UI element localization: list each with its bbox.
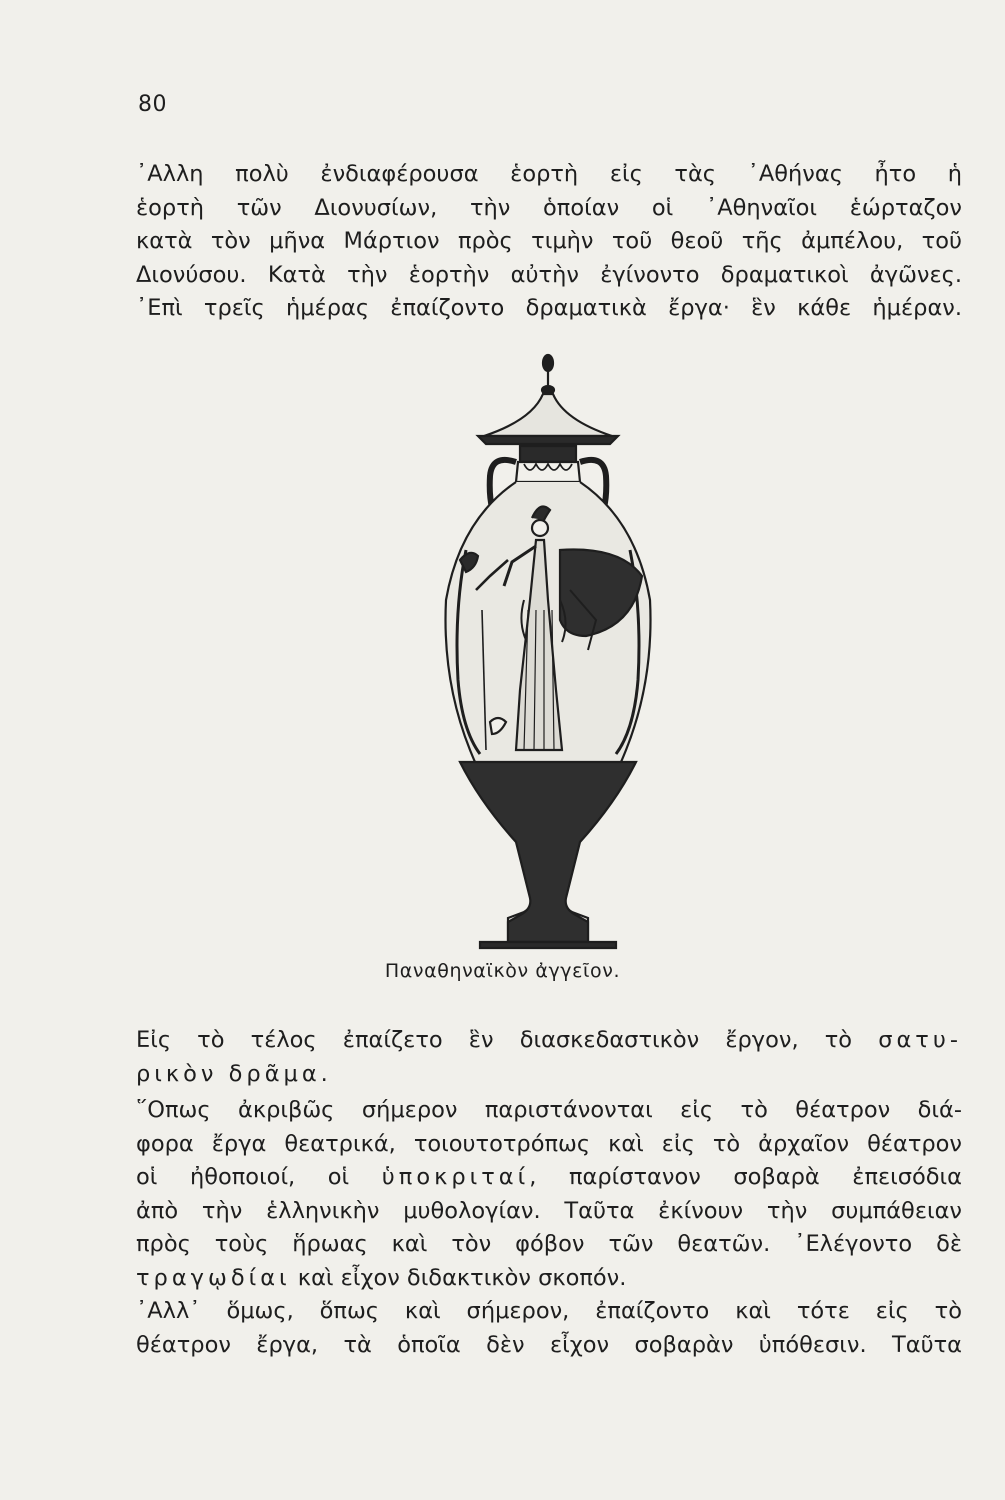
paragraph-line: πρὸς τοὺς ἥρωας καὶ τὸν φόβον τῶν θεατῶν. ᾿Ελέγοντο δὲ [136, 1231, 962, 1257]
paragraph-line [136, 1262, 962, 1296]
page-number: 80 [138, 92, 167, 117]
paragraph-satyr-play [136, 1024, 962, 1091]
paragraph-line: ᾿Επὶ τρεῖς ἡμέρας ἐπαίζοντο δραματικὰ ἔργα· ἓν κάθε ἡμέραν. [136, 295, 962, 321]
paragraph-line: φορα ἔργα θεατρικά, τοιουτοτρόπως καὶ εἰς τὸ ἀρχαῖον θέατρον [136, 1130, 962, 1157]
emphasized-term: ὑποκριταί [381, 1164, 530, 1190]
paragraph-line: θέατρον ἔργα, τὰ ὁποῖα δὲν εἶχον σοβαρὰν ὑπόθεσιν. Ταῦτα [136, 1331, 962, 1358]
paragraph-line [136, 1161, 962, 1195]
paragraph-line: ἑορτὴ τῶν Διονυσίων, τὴν ὁποίαν οἱ ᾿Αθηναῖοι ἑώρταζον [136, 194, 962, 221]
paragraph-line: ῞Οπως ἀκριβῶς σήμερον παριστάνονται εἰς τὸ θέατρον διά- [136, 1097, 962, 1123]
paragraph-line: ᾿Αλλ᾿ ὅμως, ὅπως καὶ σήμερον, ἐπαίζοντο καὶ τότε εἰς τὸ [136, 1298, 962, 1324]
paragraph-line [136, 1024, 962, 1058]
emphasized-term: σατυ- [878, 1027, 962, 1053]
paragraph-tragedy [136, 1094, 962, 1295]
paragraph-dionysia [136, 158, 962, 326]
amphora-drawing [420, 350, 690, 960]
line-text: , παρίστανον σοβαρὰ ἐπεισόδια [529, 1164, 963, 1190]
paragraph-comedy [136, 1295, 962, 1362]
paragraph-line: ἀπὸ τὴν ἑλληνικὴν μυθολογίαν. Ταῦτα ἐκίνουν τὴν συμπάθειαν [136, 1197, 962, 1224]
paragraph-line: ᾿Αλλη πολὺ ἐνδιαφέρουσα ἑορτὴ εἰς τὰς ᾿Αθήνας ἦτο ἡ [136, 161, 962, 187]
paragraph-line [136, 1058, 962, 1092]
line-text: καὶ εἶχον διδακτικὸν σκοπόν. [290, 1264, 627, 1291]
paragraph-line: Διονύσου. Κατὰ τὴν ἑορτὴν αὐτὴν ἐγίνοντο δραματικοὶ ἀγῶνες. [136, 261, 962, 288]
figure-caption: Παναθηναϊκὸν ἀγγεῖον. [384, 960, 621, 982]
paragraph-line: κατὰ τὸν μῆνα Μάρτιον πρὸς τιμὴν τοῦ θεοῦ τῆς ἀμπέλου, τοῦ [136, 228, 962, 254]
emphasized-term: τραγῳδίαι [136, 1264, 291, 1291]
line-text: οἱ ἠθοποιοί, οἱ [136, 1164, 350, 1190]
line-text: . [320, 1060, 328, 1087]
emphasized-term: ρικὸν δρᾶμα [136, 1060, 321, 1087]
panathenaic-amphora-illustration [420, 350, 690, 960]
line-text: Εἰς τὸ τέλος ἐπαίζετο ἓν διασκεδαστικὸν ἔργον, τὸ [136, 1027, 853, 1053]
